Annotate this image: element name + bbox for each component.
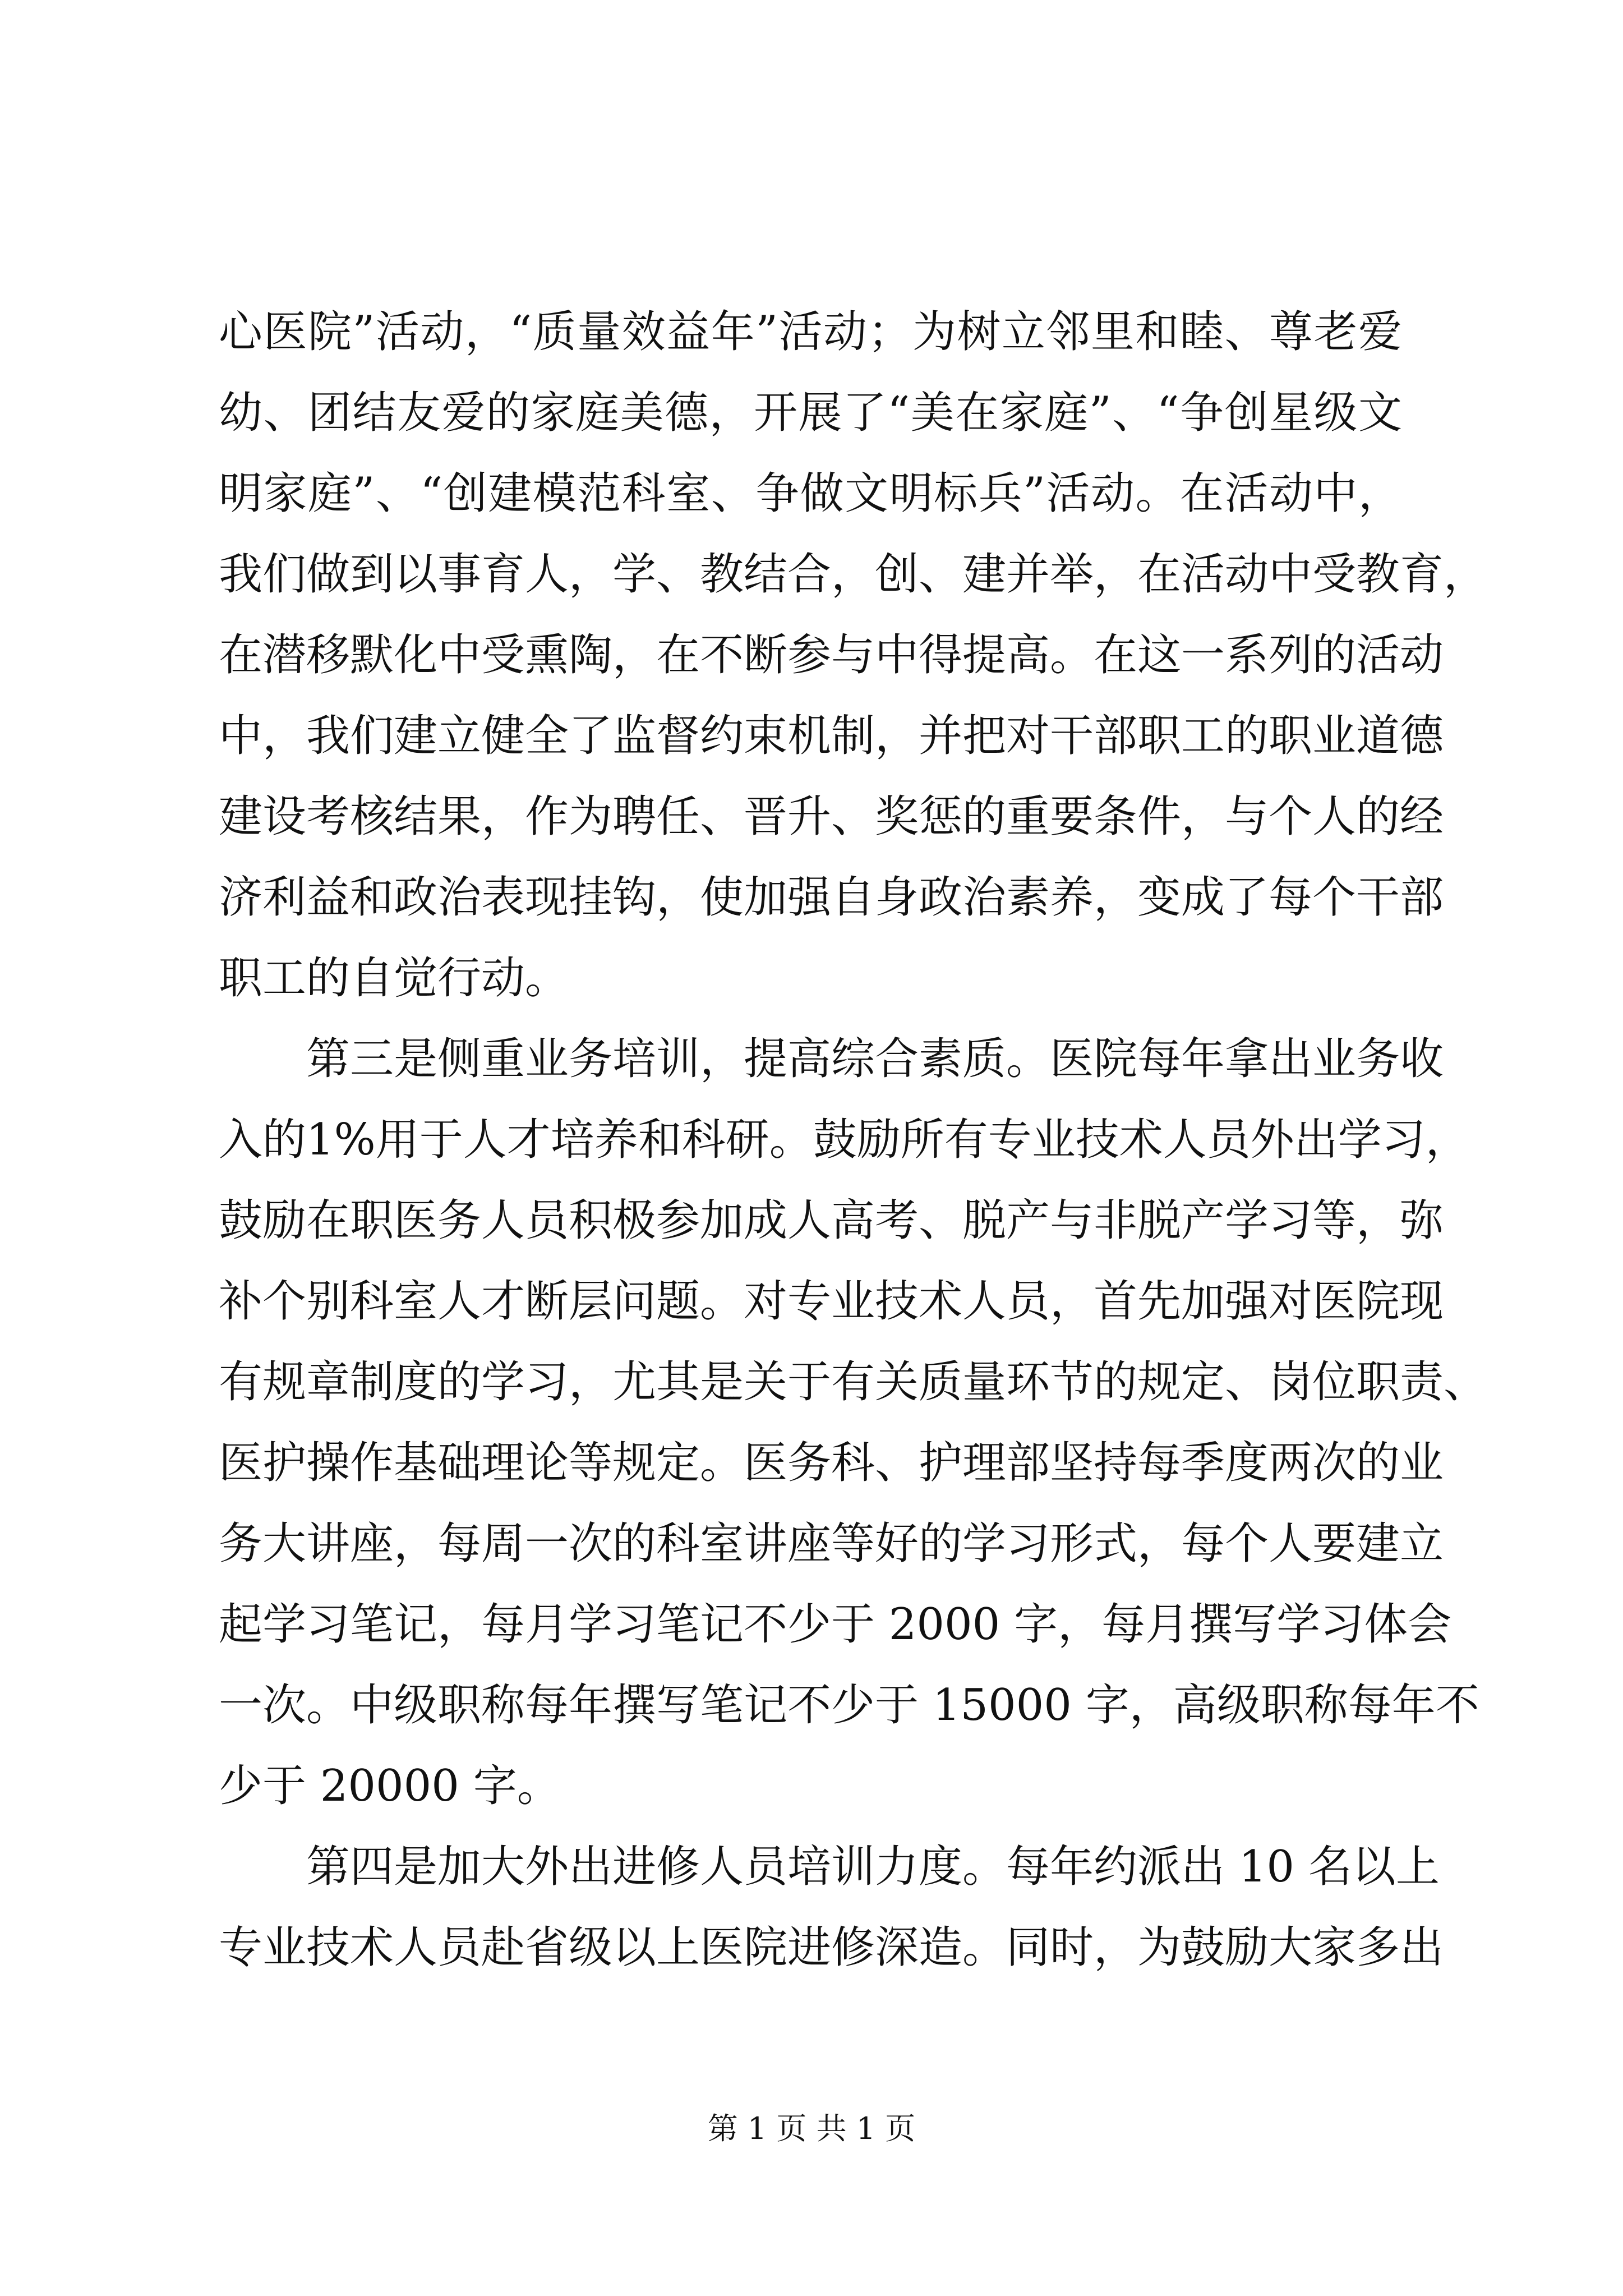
text-line: 职工的自觉行动。 [219, 953, 569, 1004]
text-line: 明家庭”、“创建模范科室、争做文明标兵”活动。在活动中， [219, 468, 1402, 519]
text-line: 有规章制度的学习，尤其是关于有关质量环节的规定、岗位职责、 [219, 1357, 1488, 1407]
text-line: 医护操作基础理论等规定。医务科、护理部坚持每季度两次的业 [219, 1438, 1444, 1488]
text-line: 第三是侧重业务培训，提高综合素质。医院每年拿出业务收 [219, 1034, 1444, 1084]
text-line: 心医院”活动，“质量效益年”活动；为树立邻里和睦、尊老爱 [219, 307, 1402, 357]
text-line: 建设考核结果，作为聘任、晋升、奖惩的重要条件，与个人的经 [219, 792, 1444, 842]
text-line: 补个别科室人才断层问题。对专业技术人员，首先加强对医院现 [219, 1276, 1444, 1327]
text-line: 幼、团结友爱的家庭美德，开展了“美在家庭”、“争创星级文 [219, 388, 1402, 438]
document-body [219, 292, 1488, 1988]
text-line: 少于 20000 字。 [219, 1761, 561, 1811]
text-line: 中，我们建立健全了监督约束机制，并把对干部职工的职业道德 [219, 711, 1444, 761]
text-line: 入的1%用于人才培养和科研。鼓励所有专业技术人员外出学习， [219, 1115, 1469, 1165]
text-line: 鼓励在职医务人员积极参加成人高考、脱产与非脱产学习等，弥 [219, 1195, 1444, 1246]
text-line: 在潜移默化中受熏陶，在不断参与中得提高。在这一系列的活动 [219, 630, 1444, 680]
page-footer [0, 2109, 1623, 2148]
text-line: 济利益和政治表现挂钩，使加强自身政治素养，变成了每个干部 [219, 872, 1444, 923]
text-line: 一次。中级职称每年撰写笔记不少于 15000 字，高级职称每年不 [219, 1680, 1479, 1731]
page-number-label: 第 1 页 共 1 页 [707, 2111, 916, 2146]
text-line: 第四是加大外出进修人员培训力度。每年约派出 10 名以上 [219, 1842, 1440, 1892]
text-line: 起学习笔记，每月学习笔记不少于 2000 字，每月撰写学习体会 [219, 1599, 1452, 1650]
text-line: 专业技术人员赴省级以上医院进修深造。同时，为鼓励大家多出 [219, 1922, 1444, 1973]
text-line: 我们做到以事育人，学、教结合，创、建并举，在活动中受教育， [219, 549, 1488, 600]
text-line: 务大讲座，每周一次的科室讲座等好的学习形式，每个人要建立 [219, 1519, 1444, 1569]
